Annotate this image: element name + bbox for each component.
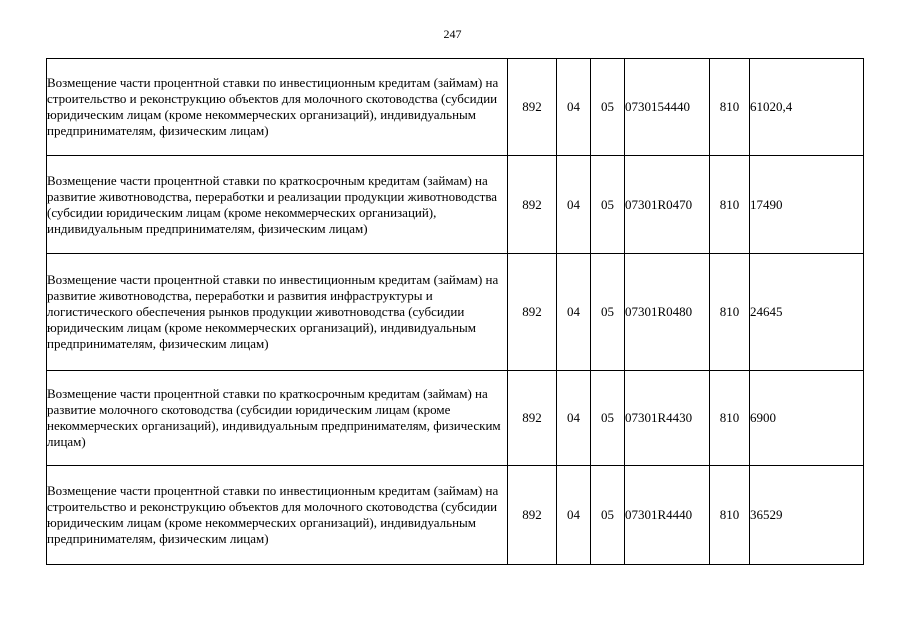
target-article-code: 07301R4440 (625, 466, 710, 565)
target-article-code: 0730154440 (625, 59, 710, 156)
expense-description: Возмещение части процентной ставки по краткосрочным кредитам (займам) на развитие животноводства, переработки и реализации продукции животноводства (субсидии юридическим лицам (кроме некоммерческих организаций), индивидуальным предпринимателям, физическим лицам) (47, 156, 508, 254)
ministry-code: 892 (508, 371, 557, 466)
subsection-code: 05 (591, 59, 625, 156)
expense-type-code: 810 (710, 156, 750, 254)
table-row (47, 371, 864, 466)
section-code: 04 (557, 466, 591, 565)
ministry-code: 892 (508, 466, 557, 565)
ministry-code: 892 (508, 59, 557, 156)
subsection-code: 05 (591, 466, 625, 565)
section-code: 04 (557, 371, 591, 466)
expense-type-code: 810 (710, 466, 750, 565)
target-article-code: 07301R4430 (625, 371, 710, 466)
expense-type-code: 810 (710, 59, 750, 156)
subsection-code: 05 (591, 371, 625, 466)
budget-table (46, 58, 864, 565)
ministry-code: 892 (508, 156, 557, 254)
target-article-code: 07301R0470 (625, 156, 710, 254)
amount-value: 61020,4 (750, 59, 864, 156)
expense-type-code: 810 (710, 371, 750, 466)
section-code: 04 (557, 156, 591, 254)
expense-description: Возмещение части процентной ставки по инвестиционным кредитам (займам) на строительство и реконструкцию объектов для молочного скотоводства (субсидии юридическим лицам (кроме некоммерческих организаций), индивидуальным предпринимателям, физическим лицам) (47, 466, 508, 565)
table-row (47, 156, 864, 254)
table-row (47, 254, 864, 371)
amount-value: 24645 (750, 254, 864, 371)
subsection-code: 05 (591, 254, 625, 371)
target-article-code: 07301R0480 (625, 254, 710, 371)
section-code: 04 (557, 59, 591, 156)
amount-value: 17490 (750, 156, 864, 254)
expense-description: Возмещение части процентной ставки по инвестиционным кредитам (займам) на строительство и реконструкцию объектов для молочного скотоводства (субсидии юридическим лицам (кроме некоммерческих организаций), индивидуальным предпринимателям, физическим лицам) (47, 59, 508, 156)
section-code: 04 (557, 254, 591, 371)
amount-value: 36529 (750, 466, 864, 565)
ministry-code: 892 (508, 254, 557, 371)
amount-value: 6900 (750, 371, 864, 466)
expense-description: Возмещение части процентной ставки по краткосрочным кредитам (займам) на развитие молочного скотоводства (субсидии юридическим лицам (кроме некоммерческих организаций), индивидуальным предпринимателям, физическим лицам) (47, 371, 508, 466)
table-row (47, 466, 864, 565)
subsection-code: 05 (591, 156, 625, 254)
table-row (47, 59, 864, 156)
expense-description: Возмещение части процентной ставки по инвестиционным кредитам (займам) на развитие животноводства, переработки и развития инфраструктуры и логистического обеспечения рынков продукции животноводства (субсидии юридическим лицам (кроме некоммерческих организаций), индивидуальным предпринимателям, физическим лицам) (47, 254, 508, 371)
expense-type-code: 810 (710, 254, 750, 371)
page-number: 247 (443, 27, 462, 41)
